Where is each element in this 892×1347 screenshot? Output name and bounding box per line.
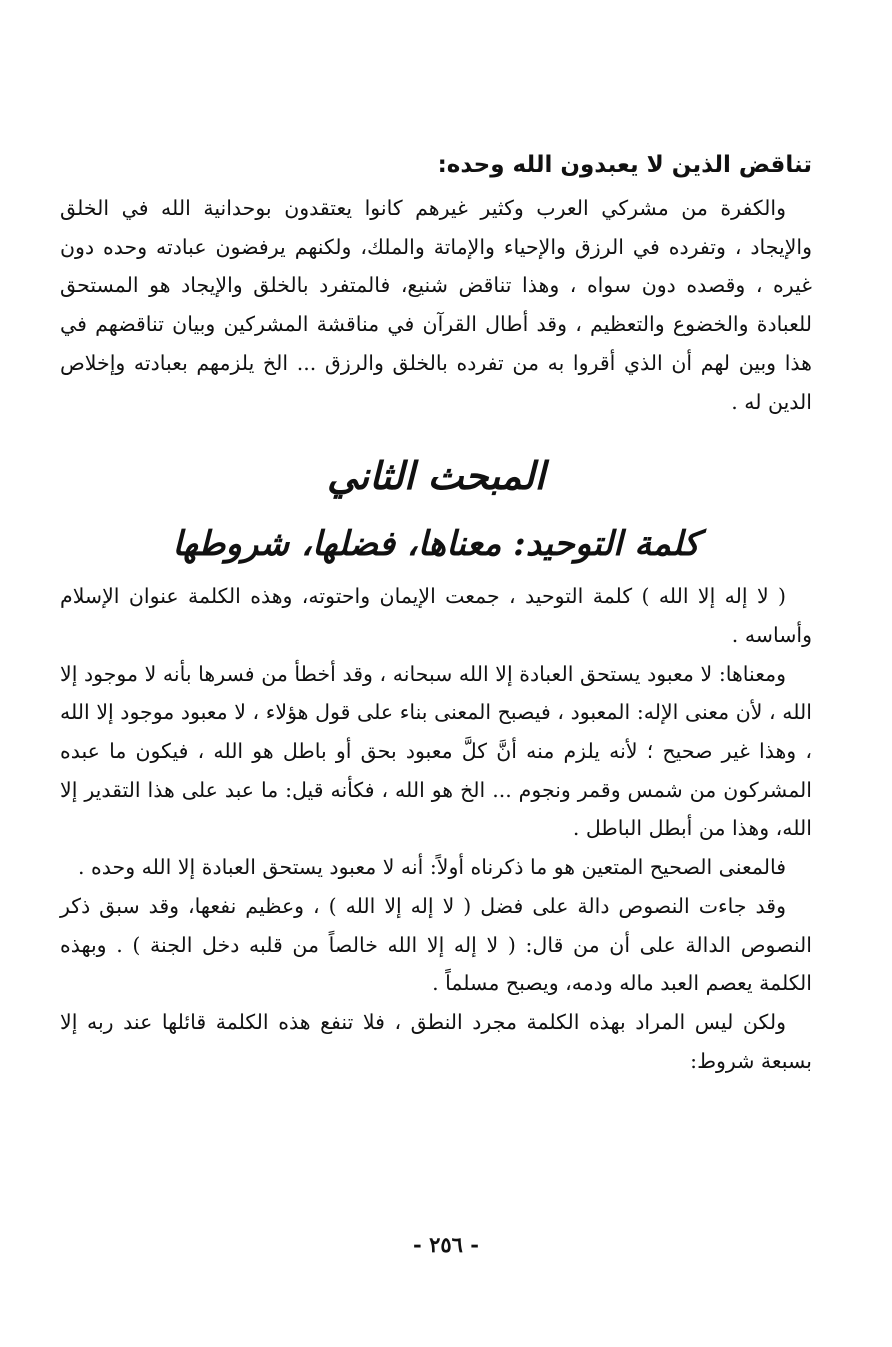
paragraph-definition: ( لا إله إلا الله ) كلمة التوحيد ، جمعت الإيمان واحتوته، وهذه الكلمة عنوان الإسلام وأساسه . bbox=[60, 584, 812, 647]
intro-paragraph: والكفرة من مشركي العرب وكثير غيرهم كانوا يعتقدون بوحدانية الله في الخلق والإيجاد ، وتفرده في الرزق والإحياء والإماتة والملك، ولكنهم يرفضون عبادته وحده دون غيره ، وقصده دون سواه ، وهذا تناقض شنيع، فالمتفرد بالخلق والإيجاد هو المستحق للعبادة والخضوع والتعظيم ، وقد أطال القرآن في مناقشة المشركين وبيان تناقضهم في هذا وبين لهم أن الذي أقروا به من تفرده بالخلق والرزق ... الخ يلزمهم بعبادته وإخلاص الدين له . bbox=[60, 196, 812, 414]
page-number: - ٢٥٦ - bbox=[413, 1232, 479, 1257]
paragraph-virtue: وقد جاءت النصوص دالة على فضل ( لا إله إلا الله ) ، وعظيم نفعها، وقد سبق ذكر النصوص الدالة على أن من قال: ( لا إله إلا الله خالصاً من قلبه دخل الجنة ) . وبهذه الكلمة يعصم العبد ماله ودمه، ويصبح مسلماً . bbox=[60, 893, 812, 996]
paragraph-conditions: ولكن ليس المراد بهذه الكلمة مجرد النطق ، فلا تنفع هذه الكلمة قائلها عند ربه إلا بسبعة شروط: bbox=[60, 1009, 812, 1073]
section-heading: تناقض الذين لا يعبدون الله وحده: bbox=[437, 152, 812, 178]
chapter-subtitle: كلمة التوحيد: معناها، فضلها، شروطها bbox=[172, 524, 700, 565]
chapter-title: المبحث الثاني bbox=[326, 453, 546, 499]
paragraph-meaning: ومعناها: لا معبود يستحق العبادة إلا الله سبحانه ، وقد أخطأ من فسرها بأنه لا موجود إلا الله ، لأن معنى الإله: المعبود ، فيصبح المعنى بناء على قول هؤلاء ، لا معبود موجود إلا الله ، وهذا غير صحيح ؛ لأنه يلزم منه أنَّ كلَّ معبود بحق أو باطل هو الله ، فيكون ما عبده المشركون من شمس وقمر ونجوم ... الخ هو الله ، فكأنه قيل: ما عبد على هذا التقدير إلا الله، وهذا من أبطل الباطل . bbox=[60, 661, 812, 841]
paragraph-correct-meaning: فالمعنى الصحيح المتعين هو ما ذكرناه أولاً: أنه لا معبود يستحق العبادة إلا الله وحده . bbox=[78, 855, 786, 880]
chapter-body bbox=[60, 577, 812, 1080]
